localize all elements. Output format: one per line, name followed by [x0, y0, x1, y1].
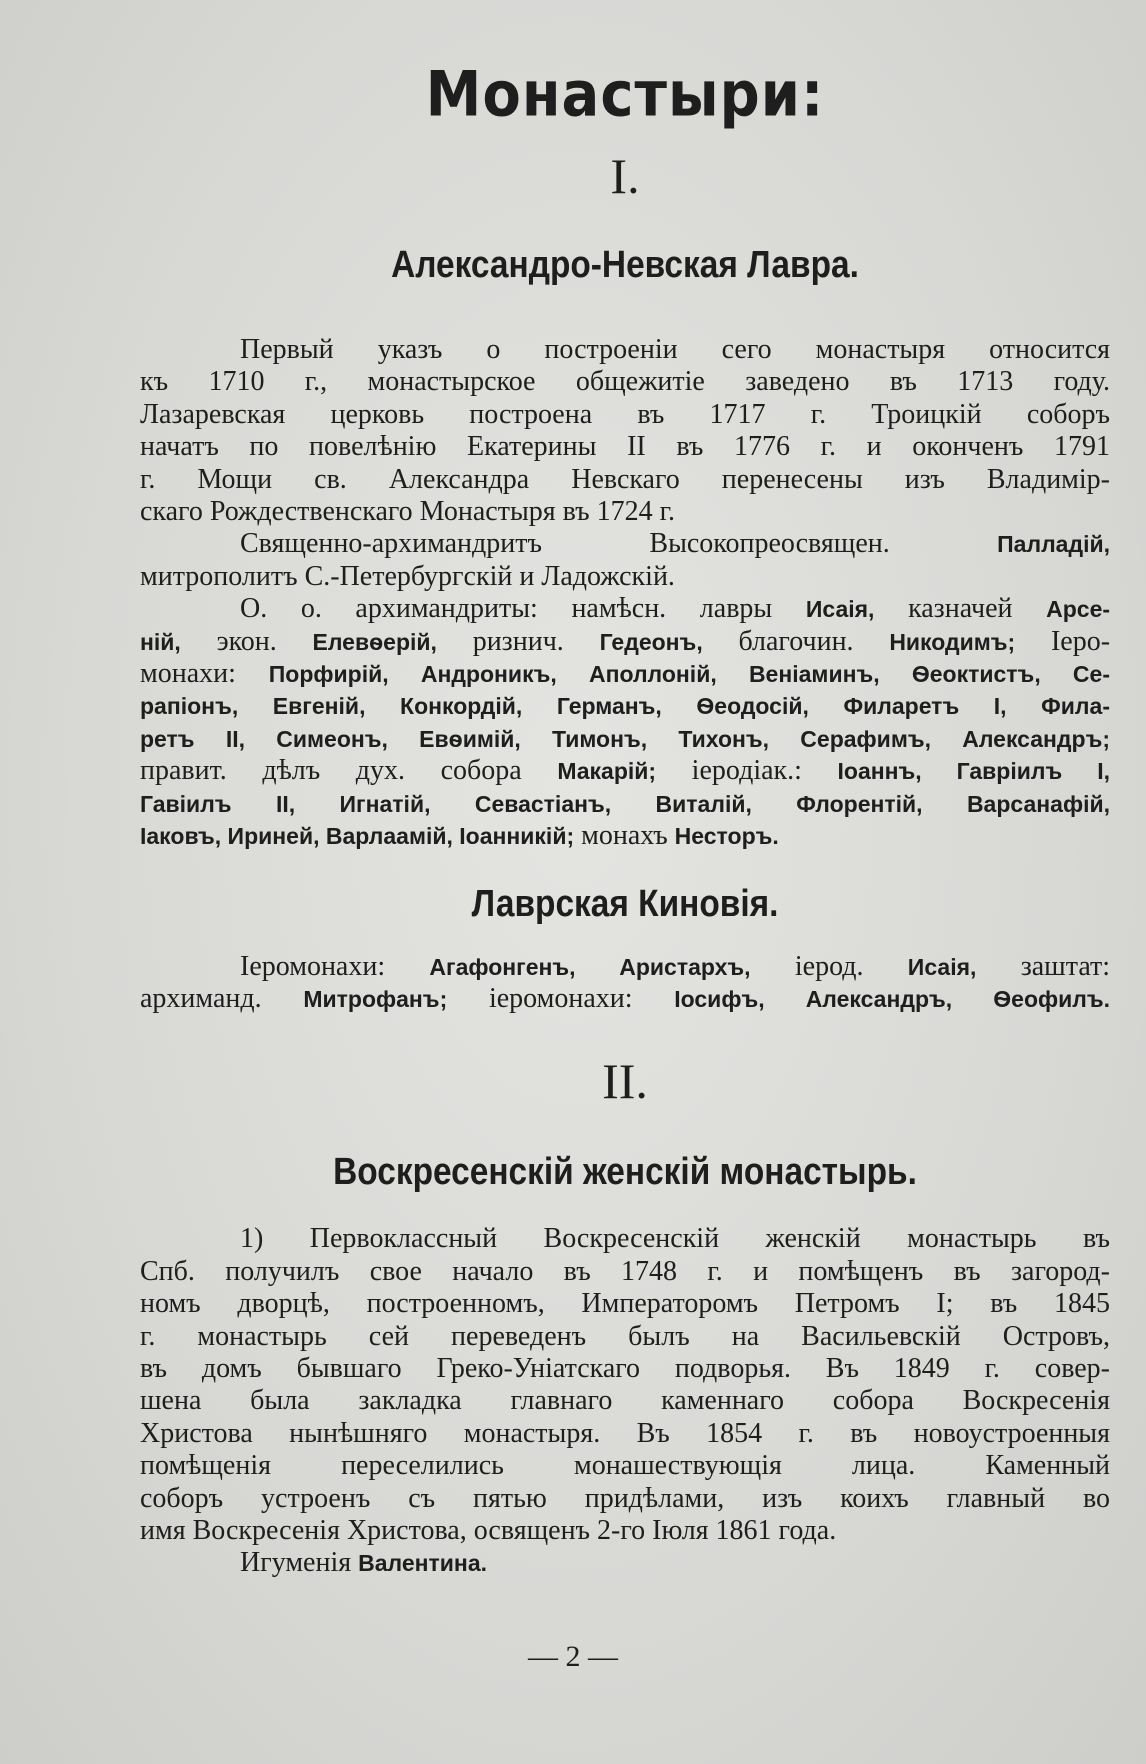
section-heading-kinovia: Лаврская Киновія.: [471, 882, 779, 925]
paragraph-abbess: [140, 1547, 1110, 1579]
person-names: Порфирій, Андроникъ, Аполлоній, Веніаминъ, Ѳеоктистъ, Се-: [268, 661, 1110, 688]
text-line: [140, 820, 1110, 852]
text-run: архиманд.: [140, 982, 262, 1014]
text-line: [140, 951, 1110, 983]
person-name: ній,: [140, 628, 181, 655]
text-line: 1) Первоклассный Воскресенскій женскій монастырь въ: [240, 1223, 1110, 1255]
person-name: Исаія,: [907, 953, 977, 980]
text-run: Священно-архимандритъ Высокопреосвящен.: [240, 528, 890, 560]
text-line: Лазаревская церковь построена въ 1717 г. Троицкій соборъ: [140, 398, 1110, 430]
person-names: Іаковъ, Ириней, Варлаамій, Іоанникій;: [140, 823, 575, 850]
text-run: О. о. архимандриты: намѣсн. лавры: [240, 593, 773, 625]
person-name: Исаія,: [805, 596, 875, 623]
person-name: Макарій;: [557, 758, 657, 785]
text-line: [140, 755, 1110, 787]
text-line: Первый указъ о построеніи сего монастыря относится: [240, 334, 1110, 365]
text-line: начатъ по повелѣнію Екатерины II въ 1776 г. и оконченъ 1791: [140, 431, 1110, 463]
person-name: Митрофанъ;: [303, 985, 448, 1012]
section-numeral-2: II.: [602, 1053, 648, 1110]
text-line: скаго Рождественскаго Монастыря въ 1724 г.: [140, 496, 675, 528]
paragraph-voskresensky-history: [140, 1223, 1110, 1547]
text-line: митрополитъ С.-Петербургскій и Ладожскій.: [140, 560, 675, 592]
text-line: Христова нынѣшняго монастыря. Въ 1854 г. въ новоустроенныя: [140, 1417, 1110, 1449]
text-line: [140, 983, 1110, 1015]
person-name: Палладій,: [997, 531, 1110, 558]
text-line: [140, 1547, 1110, 1579]
text-line: ретъ II, Симеонъ, Евѳимій, Тимонъ, Тихонъ, Серафимъ, Александръ;: [140, 725, 1110, 752]
text-run: монахъ: [581, 820, 668, 852]
text-run: Іеро-: [1050, 625, 1111, 657]
person-name: Гедеонъ,: [599, 628, 703, 655]
person-name: Елевѳерій,: [312, 628, 437, 655]
text-run: монахи:: [140, 658, 236, 690]
text-run: ризнич.: [472, 625, 564, 657]
text-line: г. Мощи св. Александра Невскаго перенесены изъ Владимір-: [140, 463, 1110, 495]
text-line: Спб. получилъ свое начало въ 1748 г. и помѣщенъ въ загород-: [140, 1255, 1110, 1287]
section-numeral-1: I.: [610, 148, 640, 204]
text-line: помѣщенія переселились монашествующія лица. Каменный: [140, 1450, 1110, 1482]
text-line: [140, 658, 1110, 690]
text-line: [140, 626, 1110, 658]
text-line: рапіонъ, Евгеній, Конкордій, Германъ, Ѳеодосій, Филаретъ I, Фила-: [140, 693, 1110, 720]
text-run: заштат:: [1020, 950, 1111, 982]
text-run: іеродіак.:: [691, 755, 802, 787]
page-number: — 2 —: [528, 1640, 618, 1673]
person-name: Валентина.: [358, 1550, 487, 1577]
text-line: шена была закладка главнаго каменнаго собора Воскресенія: [140, 1385, 1110, 1417]
text-run: Игуменія: [240, 1547, 352, 1579]
paragraph-archimandrite: [140, 528, 1110, 593]
text-run: Іеромонахи:: [240, 950, 386, 982]
text-line: въ домъ бывшаго Греко-Уніатскаго подворья. Въ 1849 г. совер-: [140, 1352, 1110, 1384]
section-heading-lavra: Александро-Невская Лавра.: [391, 244, 859, 286]
text-line: соборъ устроенъ съ пятью придѣлами, изъ коихъ главный во: [140, 1482, 1110, 1514]
text-run: іерод.: [794, 950, 864, 982]
text-line: [140, 593, 1110, 625]
text-line: имя Воскресенія Христова, освященъ 2-го Іюля 1861 года.: [140, 1514, 837, 1546]
person-name: Несторъ.: [674, 823, 779, 850]
paragraph-lavra-history: [140, 334, 1110, 528]
person-names: Іосифъ, Александръ, Ѳеофилъ.: [674, 985, 1111, 1012]
person-names: Агафонгенъ, Аристархъ,: [429, 953, 751, 980]
paragraph-clergy-list: [140, 593, 1110, 852]
paragraph-kinovia-clergy: [140, 951, 1110, 1016]
person-name: Никодимъ;: [889, 628, 1016, 655]
text-run: благочин.: [738, 625, 854, 657]
text-run: экон.: [216, 625, 277, 657]
page-title: Монастыри:: [425, 58, 825, 132]
text-run: правит. дѣлъ дух. собора: [140, 755, 522, 787]
person-name: Арсе-: [1046, 596, 1111, 623]
section-heading-voskresensky: Воскресенскій женскій монастырь.: [333, 1151, 917, 1194]
text-line: номъ дворцѣ, построенномъ, Императоромъ Петромъ I; въ 1845: [140, 1288, 1110, 1320]
text-line: [140, 528, 1110, 560]
text-line: г. монастырь сей переведенъ былъ на Васильевскій Островъ,: [140, 1320, 1110, 1352]
person-names: Іоаннъ, Гавріилъ I,: [837, 758, 1111, 785]
text-run: іеромонахи:: [488, 982, 633, 1014]
text-run: казначей: [908, 593, 1013, 625]
text-line: Гавіилъ II, Игнатій, Севастіанъ, Виталій, Флорентій, Варсанафій,: [140, 790, 1110, 817]
text-line: къ 1710 г., монастырское общежитіе заведено въ 1713 году.: [140, 366, 1110, 398]
